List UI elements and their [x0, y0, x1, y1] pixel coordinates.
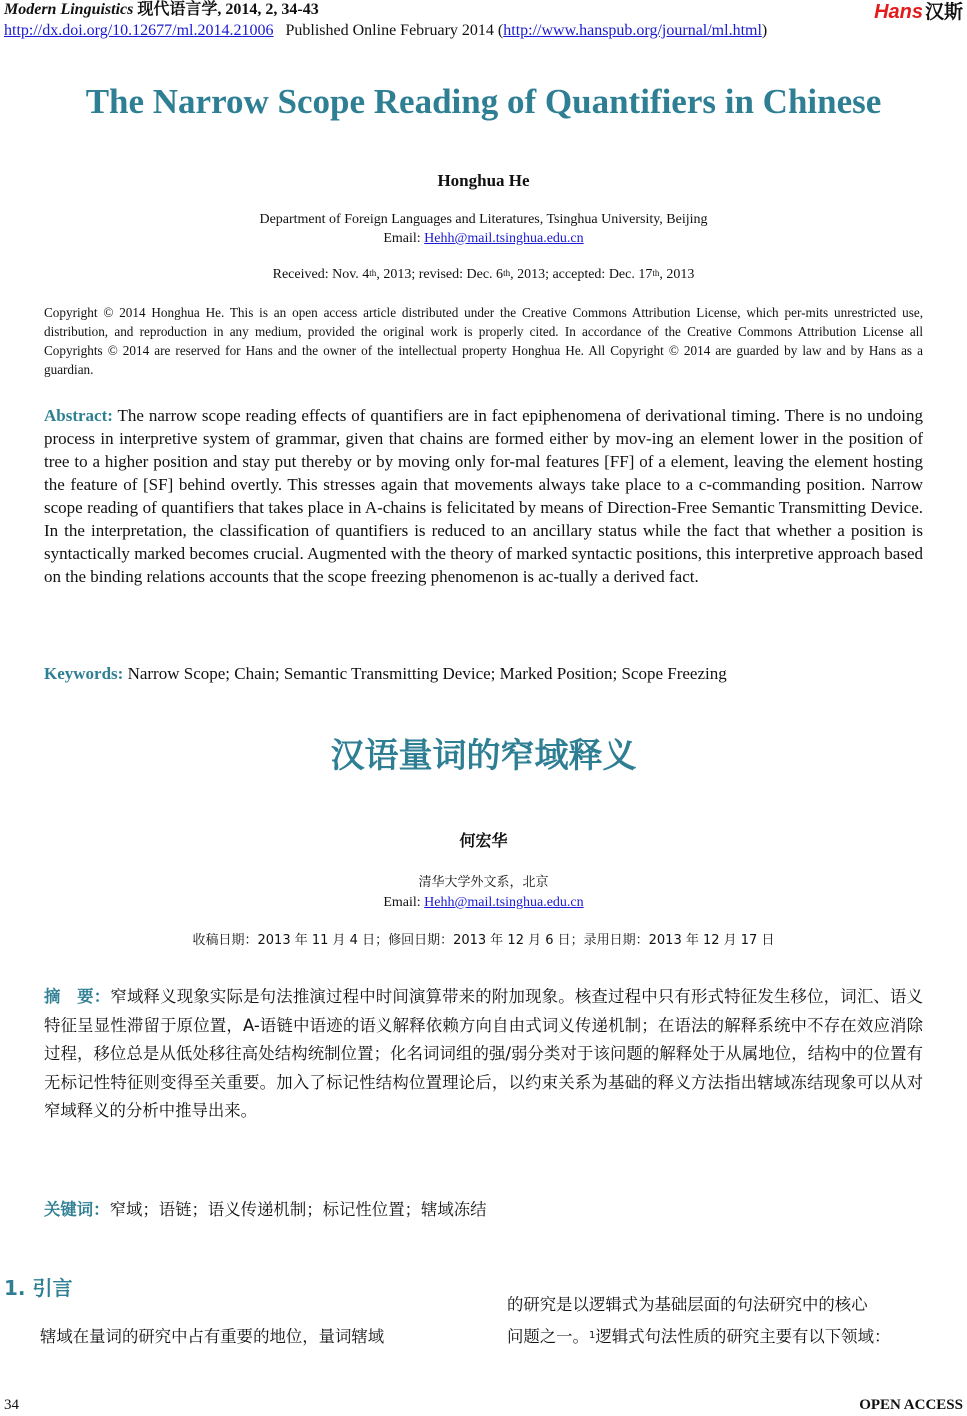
- published-text: Published Online February 2014 (: [285, 22, 504, 39]
- body-text: 逻辑式句法性质的研究主要有以下领域：: [595, 1327, 891, 1346]
- chinese-title: 汉语量词的窄域释义: [330, 736, 637, 776]
- keywords: [44, 662, 727, 685]
- published-close: ): [761, 22, 768, 39]
- chinese-email-line: [0, 894, 967, 912]
- keywords-label: Keywords:: [44, 664, 124, 683]
- logo-text: Hans: [874, 1, 923, 23]
- abstract: [44, 404, 923, 588]
- email-label: Email:: [383, 231, 425, 246]
- email-line: [0, 230, 967, 248]
- open-access-label: OPEN ACCESS: [859, 1397, 963, 1413]
- footnote-marker[interactable]: 1: [588, 1330, 596, 1341]
- body-text: 问题之一。: [507, 1327, 589, 1346]
- chinese-keywords-text: 窄域；语链；语义传递机制；标记性位置；辖域冻结: [109, 1200, 487, 1219]
- keywords-text: Narrow Scope; Chain; Semantic Transmitting Device; Marked Position; Scope Freezing: [123, 664, 727, 683]
- chinese-dates: 收稿日期：2013 年 11 月 4 日；修回日期：2013 年 12 月 6 日；录用日期：2013 年 12 月 17 日: [192, 933, 775, 948]
- received-date: Received: Nov. 4: [272, 267, 370, 282]
- chinese-affiliation: 清华大学外文系，北京: [418, 875, 549, 890]
- chinese-keywords: [44, 1198, 487, 1222]
- chinese-abstract-label: 摘 要：: [44, 987, 111, 1006]
- doi-link[interactable]: http://dx.doi.org/10.12677/ml.2014.21006: [4, 22, 274, 39]
- article-dates: [0, 266, 967, 284]
- journal-citation: [4, 0, 319, 20]
- copyright-notice: Copyright © 2014 Honghua He. This is an open access article distributed under the Creative Commons Attribution License, which per-mits unrestricted use, distribution, and reproduction in any medium, provided the original work is properly cited. In accordance of the Creative Commons Attribution License all Copyrights © 2014 are reserved for Hans and the owner of the intellectual property Honghua He. All Copyright © 2014 are guarded by law and by Hans as a guardian.: [44, 305, 923, 377]
- dates-suffix: , 2013: [659, 267, 695, 282]
- email-link[interactable]: Hehh@mail.tsinghua.edu.cn: [424, 231, 584, 246]
- email-link[interactable]: Hehh@mail.tsinghua.edu.cn: [424, 895, 584, 910]
- chinese-abstract: [44, 983, 923, 1126]
- accepted-date: , 2013; accepted: Dec. 17: [510, 267, 653, 282]
- journal-link[interactable]: http://www.hanspub.org/journal/ml.html: [503, 22, 762, 39]
- affiliation: Department of Foreign Languages and Literatures, Tsinghua University, Beijing: [259, 212, 708, 227]
- section-heading: 1. 引言: [4, 1276, 73, 1300]
- ordinal-suffix: th: [369, 268, 377, 278]
- author-name: Honghua He: [437, 171, 530, 190]
- abstract-text: The narrow scope reading effects of quantifiers are in fact epiphenomena of derivational timing. There is no undoing process in interpretive system of grammar, given that chains are formed either by mov-ing an element lower in the position of tree to a higher position and stay put thereby or by moving only for-mal features [FF] of a element, leaving the element hosting the feature of [SF] behind overtly. This stresses again that movements always take place to a c-commanding position. Narrow scope reading of quantifiers that takes place in A-chains is felicitated by means of Direction-Free Semantic Transmitting Device. In the interpretation, the classification of quantifiers is reduced to an ancillary status while the fact that whether a position is syntactically marked becomes crucial. Augmented with the theory of marked syntactic positions, this interpretive approach based on the binding relations accounts that the scope freezing phenomenon is ac-tually a derived fact.: [44, 406, 923, 586]
- revised-date: , 2013; revised: Dec. 6: [376, 267, 504, 282]
- logo-cn: 汉斯: [924, 2, 963, 23]
- email-label: Email:: [383, 895, 425, 910]
- chinese-author: 何宏华: [459, 831, 508, 850]
- abstract-label: Abstract:: [44, 406, 113, 425]
- chinese-abstract-text: 窄域释义现象实际是句法推演过程中时间演算带来的附加现象。核查过程中只有形式特征发生移位，词汇、语义特征呈显性滞留于原位置，A-语链中语迹的语义解释依赖方向自由式词义传递机制；在语法的解释系统中不存在效应消除过程，移位总是从低处移往高处结构统制位置；化名词词组的强/弱分类对于该问题的解释处于从属地位，结构中的位置有无标记性特征则变得至关重要。加入了标记性结构位置理论后，以约束关系为基础的释义方法指出辖域冻结现象可以从对窄域释义的分析中推导出来。: [44, 987, 924, 1120]
- body-column-right-line2: [507, 1324, 890, 1350]
- body-column-left: 辖域在量词的研究中占有重要的地位，量词辖域: [40, 1327, 385, 1346]
- ordinal-suffix: th: [652, 268, 660, 278]
- journal-info: 现代语言学, 2014, 2, 34-43: [133, 1, 319, 18]
- publication-line: [4, 21, 767, 41]
- body-column-right-line1: 的研究是以逻辑式为基础层面的句法研究中的核心: [507, 1295, 868, 1314]
- journal-name: Modern Linguistics: [4, 1, 134, 18]
- page-number: 34: [4, 1397, 19, 1413]
- paper-title: The Narrow Scope Reading of Quantifiers in Chinese: [85, 82, 882, 121]
- ordinal-suffix: th: [503, 268, 511, 278]
- chinese-keywords-label: 关键词：: [44, 1200, 110, 1219]
- hans-logo: [874, 0, 963, 25]
